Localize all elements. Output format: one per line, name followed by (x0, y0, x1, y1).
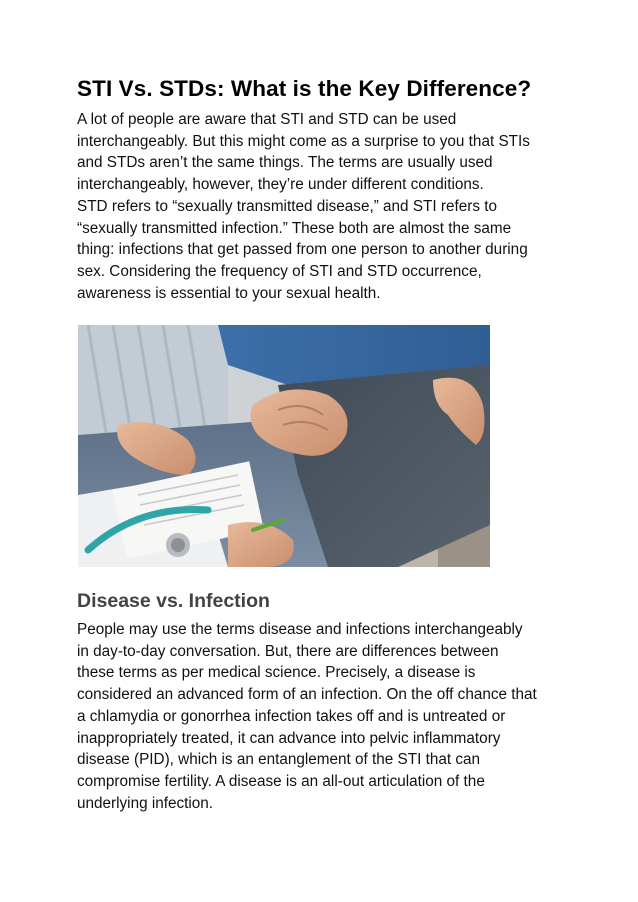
intro-line: A lot of people are aware that STI and STD can be used (77, 111, 457, 128)
section-line: inappropriately treated, it can advance into pelvic inflammatory (77, 729, 501, 747)
intro-line: thing: infections that get passed from one person to another during (77, 241, 528, 259)
section-line: underlying infection. (77, 794, 214, 812)
section-line: a chlamydia or gonorrhea infection takes off and is untreated or (77, 707, 506, 725)
intro-line: sex. Considering the frequency of STI and STD occurrence, (77, 262, 482, 280)
article-title: STI Vs. STDs: What is the Key Difference? (77, 76, 532, 101)
intro-line: interchangeably, however, they’re under different conditions. (77, 176, 484, 194)
patient-doctor-photo (78, 325, 490, 567)
intro-line: “sexually transmitted infection.” These both are almost the same (77, 219, 512, 237)
intro-line: STD refers to “sexually transmitted disease,” and STI refers to (77, 197, 497, 215)
section-heading: Disease vs. Infection (77, 590, 270, 612)
section-line: these terms as per medical science. Precisely, a disease is (77, 664, 476, 682)
section-line: disease (PID), which is an entanglement of the STI that can (77, 751, 481, 769)
section-line: considered an advanced form of an infection. On the off chance that (77, 686, 537, 704)
intro-line: awareness is essential to your sexual health. (77, 284, 381, 302)
intro-paragraph (77, 109, 530, 304)
section-line: People may use the terms disease and infections interchangeably (77, 621, 523, 638)
section-line: in day-to-day conversation. But, there are differences between (77, 642, 499, 660)
intro-line: interchangeably. But this might come as a surprise to you that STIs (77, 132, 530, 150)
section-paragraph (77, 619, 537, 814)
section-line: compromise fertility. A disease is an all-out articulation of the (77, 772, 485, 790)
intro-line: and STDs aren’t the same things. The terms are usually used (77, 154, 493, 172)
